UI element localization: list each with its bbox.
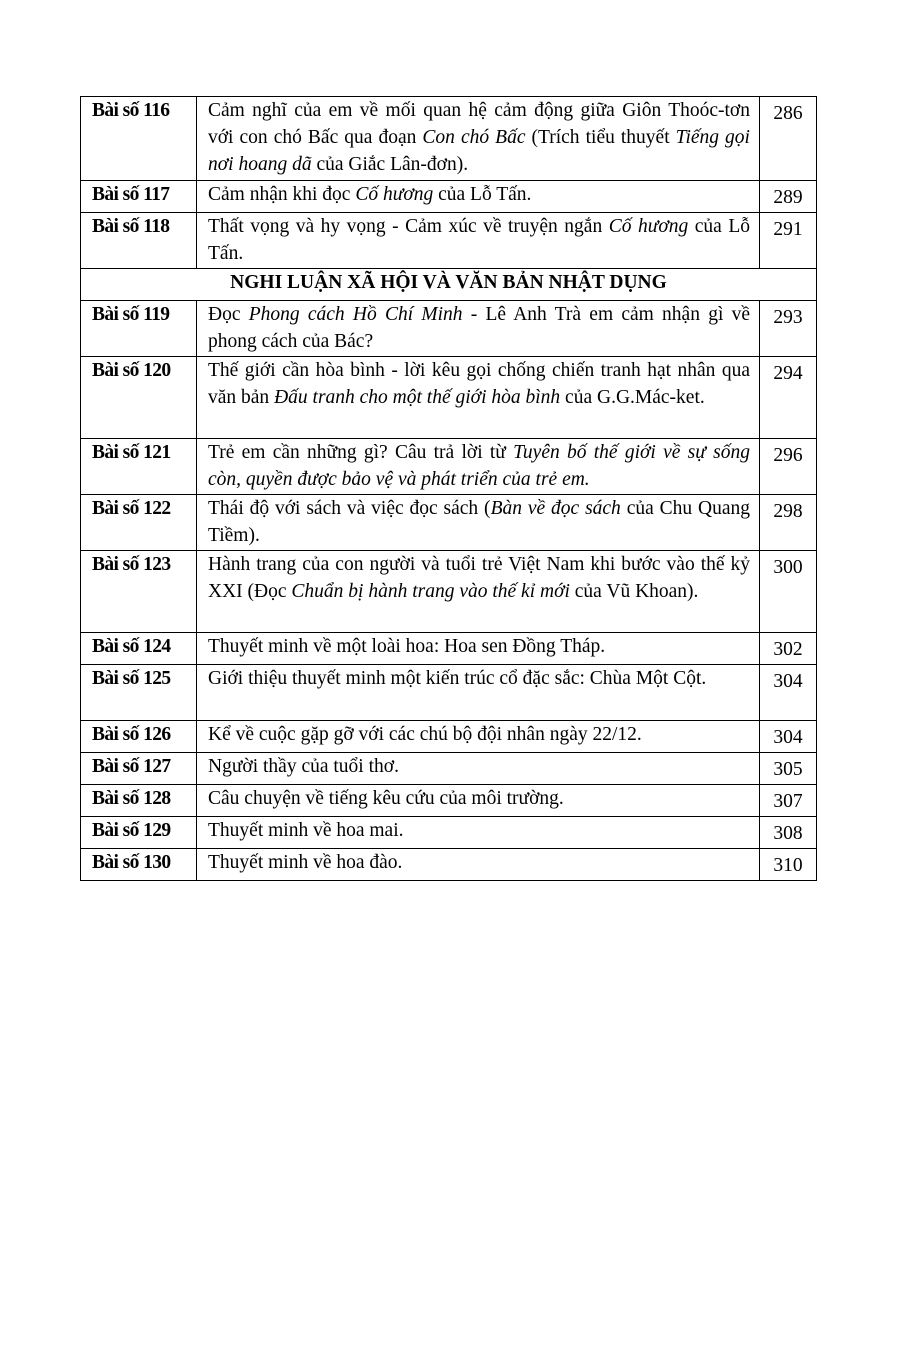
text-segment: Kể về cuộc gặp gỡ với các chú bộ đội nhân ngày 22/12. — [208, 724, 642, 745]
text-segment: Thái độ với sách và việc đọc sách ( — [208, 498, 491, 519]
text-segment: Đọc — [208, 304, 249, 325]
page-number: 286 — [760, 97, 817, 181]
text-segment: của G.G.Mác-ket. — [560, 387, 705, 408]
text-segment: của Lỗ Tấn. — [433, 184, 532, 205]
italic-title-segment: Tiếng gọi nơi hoang dã — [208, 127, 750, 175]
lesson-number: Bài số 123 — [81, 551, 197, 633]
text-segment: Thế giới cần hòa bình - lời kêu gọi chống chiến tranh hạt nhân qua văn bản — [208, 360, 750, 408]
page-number: 291 — [760, 213, 817, 269]
page-number: 293 — [760, 301, 817, 357]
text-segment: Thuyết minh về một loài hoa: Hoa sen Đồng Tháp. — [208, 636, 606, 657]
italic-title-segment: Cố hương — [608, 216, 689, 237]
lesson-title — [197, 213, 760, 269]
lesson-number: Bài số 130 — [81, 849, 197, 881]
page-number: 289 — [760, 181, 817, 213]
text-segment: - Lê Anh Trà em cảm nhận gì về phong cách của Bác? — [208, 304, 750, 352]
lesson-number: Bài số 118 — [81, 213, 197, 269]
table-row — [81, 301, 817, 357]
lesson-title — [197, 817, 760, 849]
lesson-title — [197, 301, 760, 357]
table-of-contents — [80, 96, 817, 881]
section-header-row — [81, 269, 817, 301]
table-row — [81, 551, 817, 633]
lesson-title — [197, 97, 760, 181]
italic-title-segment: Phong cách Hồ Chí Minh — [248, 304, 463, 325]
lesson-number: Bài số 116 — [81, 97, 197, 181]
table-row — [81, 495, 817, 551]
table-row — [81, 817, 817, 849]
italic-title-segment: Bàn về đọc sách — [490, 498, 621, 519]
lesson-number: Bài số 124 — [81, 633, 197, 665]
page-number: 304 — [760, 721, 817, 753]
text-segment: Thất vọng và hy vọng - Cảm xúc về truyện ngắn — [208, 216, 609, 237]
lesson-number: Bài số 120 — [81, 357, 197, 439]
lesson-title — [197, 849, 760, 881]
page-number: 310 — [760, 849, 817, 881]
page-number: 296 — [760, 439, 817, 495]
text-segment: Trẻ em cần những gì? Câu trả lời từ — [208, 442, 514, 463]
lesson-title — [197, 495, 760, 551]
lesson-title — [197, 721, 760, 753]
lesson-number: Bài số 121 — [81, 439, 197, 495]
table-row — [81, 753, 817, 785]
page-number: 305 — [760, 753, 817, 785]
table-row — [81, 849, 817, 881]
text-segment: Cảm nhận khi đọc — [208, 184, 356, 205]
text-segment: của Lỗ Tấn. — [208, 216, 750, 264]
page-number: 294 — [760, 357, 817, 439]
text-segment: của Chu Quang Tiềm). — [208, 498, 750, 546]
text-segment: Cảm nghĩ của em về mối quan hệ cảm động giữa Giôn Thoóc-tơn với con chó Bấc qua đoạn — [208, 100, 750, 148]
italic-title-segment: Cố hương — [355, 184, 434, 205]
text-segment: Hành trang của con người và tuổi trẻ Việt Nam khi bước vào thế kỷ XXI (Đọc — [208, 554, 750, 602]
table-row — [81, 213, 817, 269]
lesson-title — [197, 665, 760, 721]
lesson-title — [197, 753, 760, 785]
italic-title-segment: Tuyên bố thế giới về sự sống còn, quyền được bảo vệ và phát triển của trẻ em. — [208, 442, 750, 490]
table-row — [81, 785, 817, 817]
lesson-title — [197, 785, 760, 817]
lesson-title — [197, 633, 760, 665]
table-row — [81, 439, 817, 495]
page-number: 302 — [760, 633, 817, 665]
italic-title-segment: Con chó Bấc — [422, 127, 526, 148]
lesson-number: Bài số 125 — [81, 665, 197, 721]
page-number: 304 — [760, 665, 817, 721]
page-number: 298 — [760, 495, 817, 551]
text-segment: Người thầy của tuổi thơ. — [208, 756, 399, 777]
table-row — [81, 721, 817, 753]
lesson-number: Bài số 127 — [81, 753, 197, 785]
lesson-title — [197, 181, 760, 213]
table-row — [81, 665, 817, 721]
lesson-title — [197, 551, 760, 633]
lesson-number: Bài số 119 — [81, 301, 197, 357]
text-segment: (Trích tiểu thuyết — [525, 127, 676, 148]
page-number: 307 — [760, 785, 817, 817]
lesson-title — [197, 357, 760, 439]
text-segment: Câu chuyện về tiếng kêu cứu của môi trường. — [208, 788, 564, 809]
lesson-number: Bài số 117 — [81, 181, 197, 213]
lesson-title — [197, 439, 760, 495]
lesson-number: Bài số 129 — [81, 817, 197, 849]
lesson-number: Bài số 128 — [81, 785, 197, 817]
table-row — [81, 97, 817, 181]
text-segment: của Giắc Lân-đơn). — [311, 154, 469, 175]
text-segment: Giới thiệu thuyết minh một kiến trúc cổ đặc sắc: Chùa Một Cột. — [208, 668, 707, 689]
table-row — [81, 357, 817, 439]
text-segment: của Vũ Khoan). — [569, 581, 699, 602]
table-row — [81, 181, 817, 213]
italic-title-segment: Chuẩn bị hành trang vào thế kỉ mới — [291, 581, 570, 602]
page-number: 300 — [760, 551, 817, 633]
lesson-number: Bài số 122 — [81, 495, 197, 551]
text-segment: Thuyết minh về hoa mai. — [208, 820, 404, 841]
italic-title-segment: Đấu tranh cho một thế giới hòa bình — [274, 387, 561, 408]
section-title: NGHI LUẬN XÃ HỘI VÀ VĂN BẢN NHẬT DỤNG — [81, 269, 817, 301]
text-segment: Thuyết minh về hoa đào. — [208, 852, 403, 873]
lesson-number: Bài số 126 — [81, 721, 197, 753]
table-row — [81, 633, 817, 665]
page-number: 308 — [760, 817, 817, 849]
